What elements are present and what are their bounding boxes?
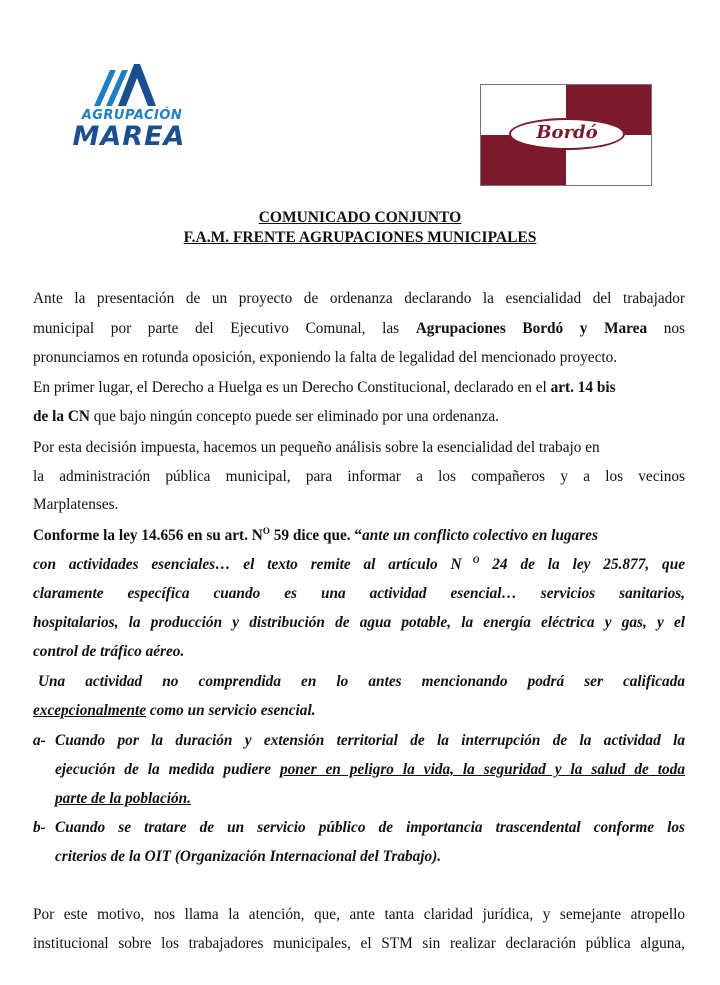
document-title: COMUNICADO CONJUNTO bbox=[258, 209, 462, 226]
body-line: de la CN que bajo ningún concepto puede ser eliminado por una ordenanza. bbox=[33, 408, 500, 425]
body-line: Marplatenses. bbox=[33, 496, 119, 513]
law-quote-line: control de tráfico aéreo. bbox=[33, 643, 185, 660]
body-line: pronunciamos en rotunda oposición, exponiendo la falta de legalidad del mencionado proyecto. bbox=[33, 349, 618, 366]
list-label-a: a- bbox=[33, 732, 46, 749]
body-line: Por esta decisión impuesta, hacemos un pequeño análisis sobre la esencialidad del trabajo en bbox=[33, 439, 600, 456]
body-line: la administración pública municipal, para informar a los compañeros y a los vecinos bbox=[33, 468, 685, 485]
law-quote-line: Conforme la ley 14.656 en su art. $N^O$ 59 dice que. “ante un conflicto colectivo en lugares bbox=[33, 526, 598, 545]
list-item-a-line: ejecución de la medida pudiere poner en peligro la vida, la seguridad y la salud de toda bbox=[55, 761, 686, 778]
marea-logo-line2: MAREA bbox=[72, 121, 186, 152]
list-item-b-line: criterios de la OIT (Organización Internacional del Trabajo). bbox=[55, 848, 442, 865]
bordo-logo-text: Bordó bbox=[536, 122, 598, 143]
body-line: Por este motivo, nos llama la atención, que, ante tanta claridad jurídica, y semejante atropello bbox=[33, 906, 685, 923]
list-item-a-line: parte de la población. bbox=[55, 790, 191, 807]
agrupaciones-names: Agrupaciones Bordó y Marea bbox=[415, 320, 648, 337]
body-line: Ante la presentación de un proyecto de ordenanza declarando la esencialidad del trabajador bbox=[33, 290, 685, 307]
body-line: En primer lugar, el Derecho a Huelga es un Derecho Constitucional, declarado en el art. 14 bis bbox=[33, 379, 616, 396]
list-label-b: b- bbox=[33, 819, 46, 836]
law-quote-line: hospitalarios, la producción y distribución de agua potable, la energía eléctrica y gas, y el bbox=[33, 614, 685, 631]
marea-mountain-icon bbox=[92, 62, 162, 106]
agrupacion-marea-logo bbox=[62, 62, 192, 154]
list-item-a-line: Cuando por la duración y extensión territorial de la interrupción de la actividad la bbox=[55, 732, 685, 749]
list-item-b-line: Cuando se tratare de un servicio público de importancia trascendental conforme los bbox=[55, 819, 685, 836]
agrupacion-bordo-logo bbox=[480, 84, 652, 186]
body-line: municipal por parte del Ejecutivo Comunal, las Agrupaciones Bordó y Marea nos bbox=[33, 320, 685, 337]
bordo-oval-emblem bbox=[509, 118, 625, 150]
law-quote-line: con actividades esenciales… el texto remite al artículo N $^O$ 24 de la ley 25.877, que bbox=[33, 555, 686, 574]
marea-logo-line1: AGRUPACIÓN bbox=[81, 108, 183, 123]
law-quote-line: claramente específica cuando es una actividad esencial… servicios sanitarios, bbox=[33, 585, 685, 602]
law-quote-line: Una actividad no comprendida en lo antes mencionando podrá ser calificada bbox=[38, 673, 685, 690]
document-subtitle: F.A.M. FRENTE AGRUPACIONES MUNICIPALES bbox=[183, 229, 537, 246]
body-line: institucional sobre los trabajadores municipales, el STM sin realizar declaración pública alguna, bbox=[33, 935, 685, 952]
law-quote-line: excepcionalmente como un servicio esencial. bbox=[33, 702, 316, 719]
